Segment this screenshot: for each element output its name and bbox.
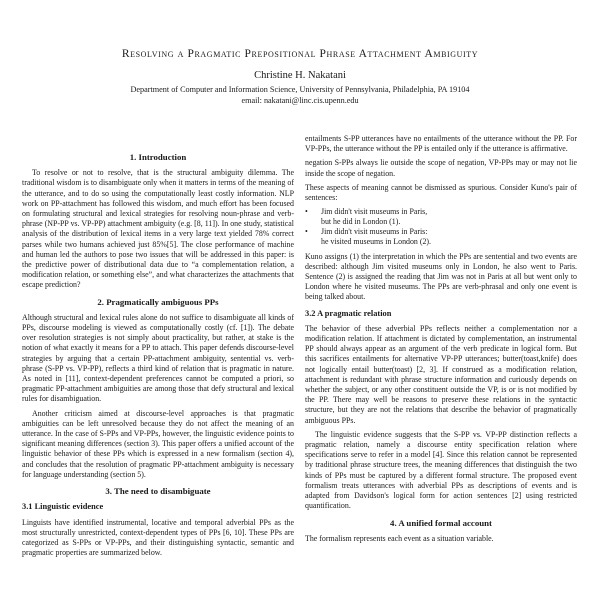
example-2 (305, 227, 577, 237)
section-3-heading: 3. The need to disambiguate (105, 486, 211, 497)
left-column (22, 146, 294, 600)
section-3-2-heading: 3.2 A pragmatic relation (305, 308, 392, 318)
section-3-2-paragraph-1: The behavior of these adverbial PPs reflects neither a complementation nor a modification relation. If attachment is dictated by complementation, an instrumental PP should always appear as an argument of the verb predicate in logical form. But this sacrifices entailments for alternative VP-PP utterances; butter(toast,knife) does not logically entail butter(toast) [2, 3]. If construed as a modification relation, attachment is redundant with phrase structure information and curiously depends on whether the subject, or any other constituent outside the VP, is or is not modified by the PP. There may well be reasons to preserve these relations in the syntactic structure, but they are not the relations that describe the behavior of pragmatically ambiguous PPs. (305, 323, 577, 425)
bullet-mark: • (305, 227, 308, 237)
example-2-line-1: Jim didn't visit museums in Paris: (321, 227, 428, 237)
section-2-heading: 2. Pragmatically ambiguous PPs (97, 296, 219, 307)
author-email: email: nakatani@linc.cis.upenn.edu (241, 96, 359, 105)
example-2-line-2: he visited museums in London (2). (321, 237, 432, 247)
section-3-1-heading: 3.1 Linguistic evidence (22, 502, 104, 512)
section-3-1-paragraph: Linguists have identified instrumental, locative and temporal adverbial PPs as the most structurally unrestricted, context-dependent types of PPs [6, 10]. These PPs are categorized as S-PPs or VP-PPs, and their distinguishing syntactic, semantic and pragmatic properties are summarized below. (22, 517, 294, 558)
example-1-line-2: but he did in London (1). (321, 217, 401, 227)
introduction-paragraph: To resolve or not to resolve, that is the structural ambiguity dilemma. The traditional wisdom is to disambiguate only when it matters in terms of the meaning of the utterance, and to do so using the computationally least costly information. NLP work on PP-attachment has followed this wisdom, and much effort has been focused on formulating structural and lexical strategies for resolving noun-phrase and verb-phrase (NP-PP vs. VP-PP) attachment ambiguity (e.g. [8, 11]). In one study, statistical analysis of the distribution of lexical items in a very large text yielded 78% correct parses while two humans achieved just 85%[5]. The close performance of machine and human led the authors to pose two issues that will be addressed in this paper: is the predictive power of distributional data due to “a complementation relation, a modification relation, or something else”, and what characterizes the attachments that escape prediction? (22, 168, 294, 290)
section-2-paragraph-2: Another criticism aimed at discourse-level approaches is that pragmatic ambiguities can be left unresolved because they do not affect the meaning of an utterance. In the case of S-PPs and VP-PPs, however, the linguistic evidence points to significant meaning differences (section 3). This paper offers a unified account of the linguistic behavior of these PPs which is expressed in a new formalism (section 4), and concludes that the resolution of pragmatic PP-attachment ambiguity is necessary for language understanding (section 5). (22, 408, 294, 479)
bullet-mark: • (305, 207, 308, 217)
section-4-paragraph: The formalism represents each event as a situation variable. (305, 533, 494, 543)
right-column (305, 134, 577, 600)
author-affiliation: Department of Computer and Information Science, University of Pennsylvania, Philadelphia, PA 19104 (130, 85, 470, 94)
paper-title: Resolving a Pragmatic Prepositional Phrase Attachment Ambiguity (121, 48, 479, 60)
negation-item: negation S-PPs always lie outside the scope of negation, VP-PPs may or may not lie inside the scope of negation. (305, 158, 577, 178)
author-name: Christine H. Nakatani (254, 70, 346, 81)
aspects-paragraph: These aspects of meaning cannot be dismissed as spurious. Consider Kuno's pair of sentences: (305, 182, 577, 203)
example-1-line-1: Jim didn't visit museums in Paris, (321, 207, 428, 217)
example-1 (305, 207, 577, 217)
section-3-2-paragraph-2: The linguistic evidence suggests that the S-PP vs. VP-PP distinction reflects a pragmatic relation, namely a discourse entity specification relation where specifications serve to refer in a model [4]. Since this relation cannot be represented by traditional phrase structure trees, the meaning differences that distinguish the two kinds of PPs must be captured by a different formal structure. The proposed event formalism treats utterances with adverbial PPs as descriptions of events and is adapted from Davidson's logical form for action sentences [2] using restricted quantification. (305, 429, 577, 511)
kuno-paragraph: Kuno assigns (1) the interpretation in which the PPs are sentential and two events are described: although Jim visited museums only in London, he also went to Paris. Sentence (2) is assigned the reading that Jim was not in Paris at all but went only to London where he visited museums. The PPs are verb-phrasal and only one event is being talked about. (305, 251, 577, 302)
section-4-heading: 4. A unified formal account (390, 517, 492, 528)
section-2-paragraph-1: Although structural and lexical rules alone do not suffice to disambiguate all kinds of PPs, discourse modeling is viewed as computationally costly (cf. [1]). The debate over resolution strategies is not simply about practicality, but rather, at stake is the notion of what exactly it means for a PP to attach. This paper defends discourse-level strategies by arguing that a certain PP-attachment ambiguity, sentential vs. verb-phrase (S-PP vs. VP-PP), reflects a third kind of relation that is pragmatic in nature. As noted in [11], context-dependent preferences cannot be computed a priori, so pragmatic PP-attachment ambiguities are among those that defy structural and lexical rules for disambiguation. (22, 312, 294, 404)
example-sentences (305, 207, 577, 247)
entailments-item: entailments S-PP utterances have no entailments of the utterance without the PP. For VP-PPs, the utterance without the PP is entailed only if the utterance is affirmative. (305, 134, 577, 154)
section-1-heading: 1. Introduction (129, 152, 187, 162)
